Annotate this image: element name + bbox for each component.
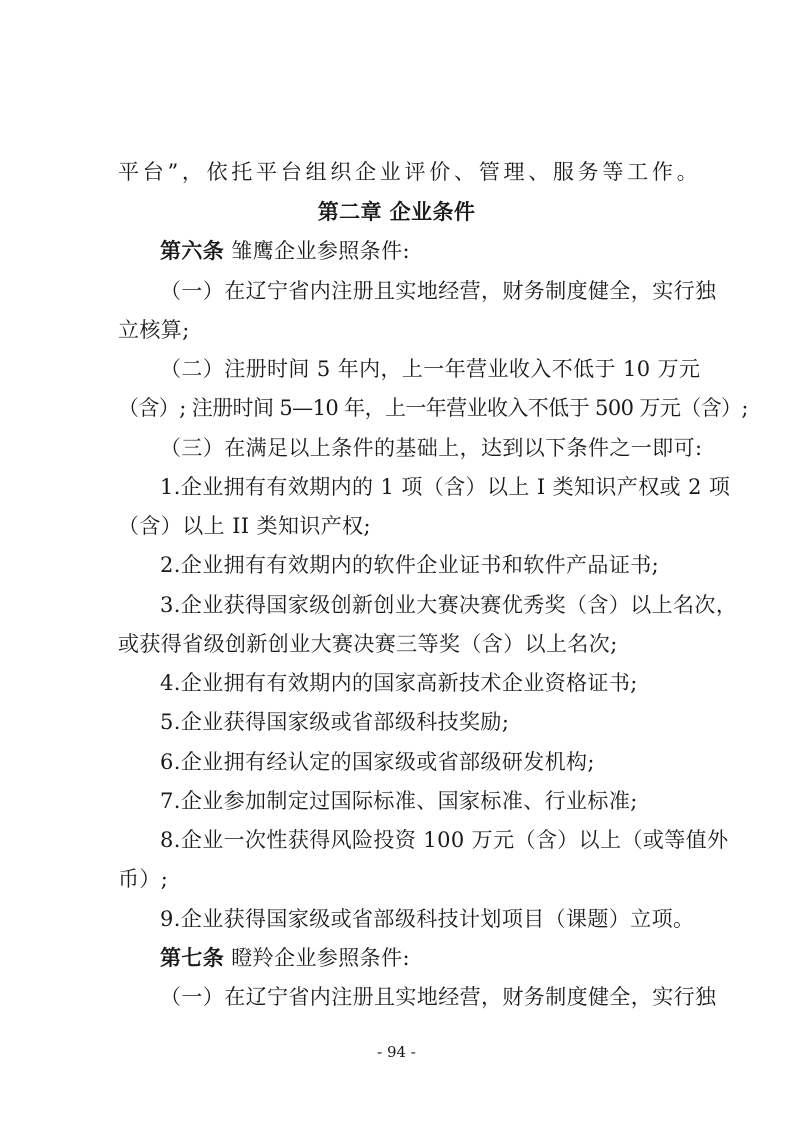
article-7-title: 第七条 bbox=[160, 946, 225, 970]
list-item: 2.企业拥有有效期内的软件企业证书和软件产品证书; bbox=[160, 553, 660, 577]
article-7-text: 瞪羚企业参照条件: bbox=[231, 946, 410, 970]
paragraph-line: （二）注册时间 5 年内，上一年营业收入不低于 10 万元 bbox=[160, 357, 701, 381]
list-item: 1.企业拥有有效期内的 1 项（含）以上 I 类知识产权或 2 项 bbox=[160, 475, 731, 499]
chapter-heading: 第二章 企业条件 bbox=[317, 200, 476, 224]
list-item: 4.企业拥有有效期内的国家高新技术企业资格证书; bbox=[160, 671, 638, 695]
paragraph-line: （三）在满足以上条件的基础上，达到以下条件之一即可: bbox=[160, 436, 703, 460]
paragraph-line: （含）以上 II 类知识产权; bbox=[118, 514, 372, 538]
page-number: - 94 - bbox=[377, 1043, 416, 1061]
list-item: 6.企业拥有经认定的国家级或省部级研发机构; bbox=[160, 750, 595, 774]
paragraph-line: （含）; 注册时间 5—10 年，上一年营业收入不低于 500 万元（含）; bbox=[118, 396, 748, 420]
list-item: 8.企业一次性获得风险投资 100 万元（含）以上（或等值外 bbox=[160, 828, 729, 852]
list-item: 9.企业获得国家级或省部级科技计划项目（课题）立项。 bbox=[160, 907, 695, 931]
paragraph-line: 或获得省级创新创业大赛决赛三等奖（含）以上名次; bbox=[118, 632, 618, 656]
list-item: 3.企业获得国家级创新创业大赛决赛优秀奖（含）以上名次， bbox=[160, 593, 738, 617]
list-item: 5.企业获得国家级或省部级科技奖励; bbox=[160, 710, 510, 734]
article-6-title: 第六条 bbox=[160, 239, 225, 263]
paragraph-line: 平台”，依托平台组织企业评价、管理、服务等工作。 bbox=[118, 160, 698, 184]
article-7-heading bbox=[160, 943, 698, 973]
paragraph-line: 立核算; bbox=[118, 318, 190, 342]
paragraph-line: （一）在辽宁省内注册且实地经营，财务制度健全，实行独 bbox=[160, 279, 717, 303]
paragraph-line: 币）; bbox=[118, 867, 169, 891]
paragraph-line: （一）在辽宁省内注册且实地经营，财务制度健全，实行独 bbox=[160, 985, 717, 1009]
list-item: 7.企业参加制定过国际标准、国家标准、行业标准; bbox=[160, 789, 638, 813]
article-6-heading bbox=[160, 236, 698, 266]
article-6-text: 雏鹰企业参照条件: bbox=[231, 239, 410, 263]
